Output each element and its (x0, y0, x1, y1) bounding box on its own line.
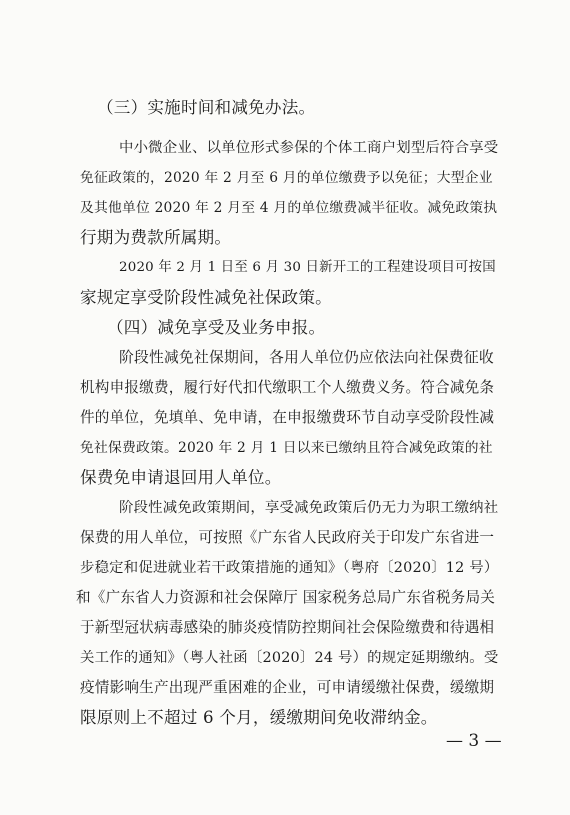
paragraph-line: 免征政策的，2020 年 2 月至 6 月的单位缴费予以免征；大型企业 (80, 170, 493, 186)
paragraph-line: 疫情影响生产出现严重困难的企业，可申请缓缴社保费，缓缴期 (80, 679, 495, 696)
paragraph-line: 免社保费政策。2020 年 2 月 1 日以来已缴纳且符合减免政策的社 (80, 440, 493, 456)
paragraph-line: 限原则上不超过 6 个月，缓缴期间免收滞纳金。 (80, 708, 438, 727)
section-heading-3: （三）实施时间和减免办法。 (97, 98, 316, 117)
page-number: — 3 — (446, 731, 502, 751)
paragraph-line: 机构申报缴费，履行好代扣代缴职工个人缴费义务。符合减免条 (80, 379, 495, 396)
paragraph-line: 及其他单位 2020 年 2 月至 4 月的单位缴费减半征收。减免政策执 (80, 200, 498, 216)
section-heading-4: （四）减免享受及业务申报。 (107, 318, 326, 337)
paragraph-line: 中小微企业、以单位形式参保的个体工商户划型后符合享受 (119, 140, 499, 156)
paragraph-line: 关工作的通知》（粤人社函〔2020〕24 号）的规定延期缴纳。受 (80, 650, 499, 666)
paragraph-line: 2020 年 2 月 1 日至 6 月 30 日新开工的工程建设项目可按国 (119, 260, 496, 275)
paragraph-line: 步稳定和促进就业若干政策措施的通知》（粤府〔2020〕12 号） (80, 560, 499, 576)
paragraph-line: 行期为费款所属期。 (80, 228, 232, 247)
paragraph-line: 家规定享受阶段性减免社保政策。 (80, 288, 332, 307)
paragraph-line: 保费的用人单位，可按照《广东省人民政府关于印发广东省进一 (80, 529, 495, 546)
paragraph-line: 保费免申请退回用人单位。 (80, 468, 282, 487)
paragraph-line: 件的单位，免填单、免申请，在申报缴费环节自动享受阶段性减 (80, 409, 495, 426)
paragraph-line: 和《广东省人力资源和社会保障厅 国家税务总局广东省税务局关 (76, 589, 496, 606)
paragraph-line: 阶段性减免政策期间，享受减免政策后仍无力为职工缴纳社 (119, 500, 499, 516)
paragraph-line: 于新型冠状病毒感染的肺炎疫情防控期间社会保险缴费和待遇相 (80, 619, 495, 636)
paragraph-line: 阶段性减免社保期间，各用人单位仍应依法向社保费征收 (119, 349, 494, 366)
